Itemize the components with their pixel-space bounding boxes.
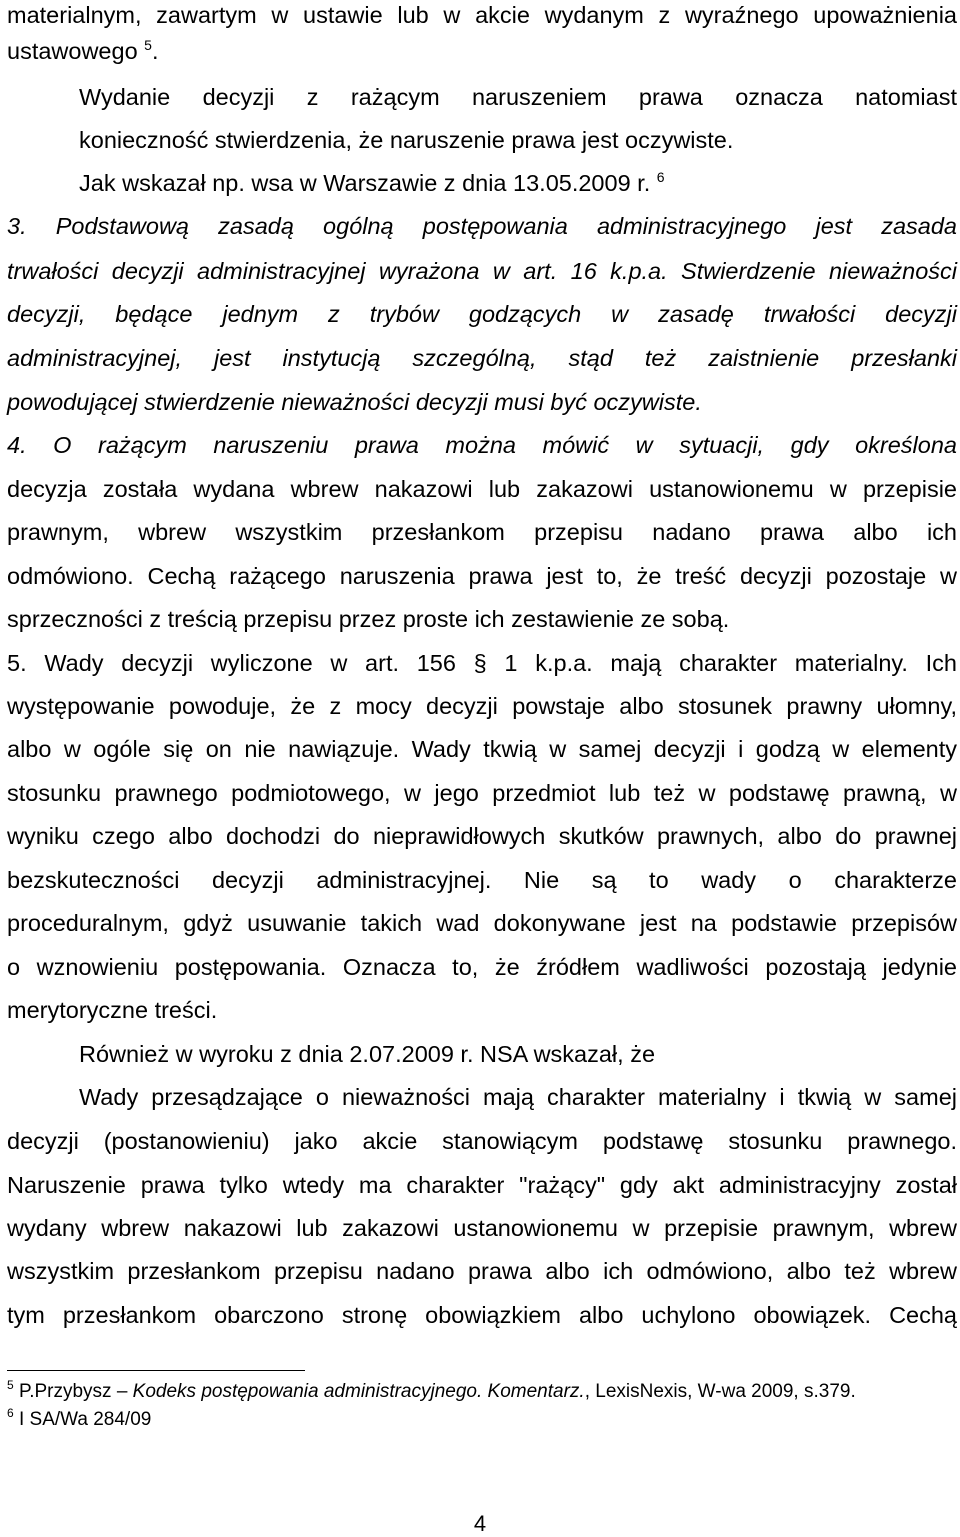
text-line bbox=[7, 430, 957, 460]
text-line bbox=[7, 734, 957, 764]
text-segment: albo w ogóle się on nie nawiązuje. Wady tkwią w samej decyzji i godzą w elementy bbox=[7, 736, 957, 762]
text-line bbox=[7, 778, 957, 808]
text-segment: sprzeczności z treścią przepisu przez proste ich zestawienie ze sobą. bbox=[7, 606, 730, 632]
text-segment: Wady przesądzające o nieważności mają charakter materialny i tkwią w samej bbox=[79, 1084, 957, 1110]
text-line bbox=[7, 0, 957, 30]
text-line bbox=[7, 648, 957, 678]
text-segment: proceduralnym, gdyż usuwanie takich wad dokonywane jest na podstawie przepisów bbox=[7, 910, 957, 936]
text-segment: wyniku czego albo dochodzi do nieprawidłowych skutków prawnych, albo do prawnej bbox=[7, 823, 957, 849]
text-segment: o wznowieniu postępowania. Oznacza to, że źródłem wadliwości pozostają jedynie bbox=[7, 954, 957, 980]
footnote-number: 5 bbox=[7, 1378, 14, 1392]
text-line bbox=[7, 1213, 957, 1243]
text-line bbox=[7, 561, 957, 591]
text-line bbox=[7, 125, 957, 155]
text-segment: 3. Podstawową zasadą ogólną postępowania administracyjnego jest zasada bbox=[7, 213, 957, 239]
text-line bbox=[7, 691, 957, 721]
footnote-separator bbox=[7, 1370, 305, 1371]
text-line bbox=[7, 1082, 957, 1112]
text-segment: 5. Wady decyzji wyliczone w art. 156 § 1 k.p.a. mają charakter materialny. Ich bbox=[7, 650, 957, 676]
text-segment: decyzji, będące jednym z trybów godzących w zasadę trwałości decyzji bbox=[7, 301, 957, 327]
text-segment: Również w wyroku z dnia 2.07.2009 r. NSA wskazał, że bbox=[79, 1041, 656, 1067]
text-line bbox=[7, 1039, 957, 1069]
text-segment: stosunku prawnego podmiotowego, w jego przedmiot lub też w podstawę prawną, w bbox=[7, 780, 957, 806]
text-segment: Wydanie decyzji z rażącym naruszeniem prawa oznacza natomiast bbox=[79, 84, 957, 110]
text-segment: wszystkim przesłankom przepisu nadano prawa albo ich odmówiono, albo też wbrew bbox=[7, 1258, 957, 1284]
text-line bbox=[7, 256, 957, 286]
text-segment: P.Przybysz – bbox=[18, 1381, 133, 1402]
text-line bbox=[7, 995, 957, 1025]
text-line bbox=[7, 865, 957, 895]
text-line bbox=[7, 908, 957, 938]
footnote bbox=[7, 1380, 856, 1404]
footnote-ref: 5 bbox=[144, 37, 152, 53]
text-line bbox=[7, 517, 957, 547]
text-segment: Jak wskazał np. wsa w Warszawie z dnia 13.05.2009 r. bbox=[79, 170, 657, 196]
text-line bbox=[7, 1170, 957, 1200]
text-line bbox=[7, 474, 957, 504]
text-segment: decyzja została wydana wbrew nakazowi lub zakazowi ustanowionemu w przepisie bbox=[7, 476, 957, 502]
text-line bbox=[7, 821, 957, 851]
text-segment: administracyjnej, jest instytucją szczególną, stąd też zaistnienie przesłanki bbox=[7, 345, 957, 371]
text-segment: Kodeks postępowania administracyjnego. Komentarz. bbox=[132, 1381, 585, 1402]
text-segment: 4. O rażącym naruszeniu prawa można mówić w sytuacji, gdy określona bbox=[7, 432, 957, 458]
text-segment: występowanie powoduje, że z mocy decyzji powstaje albo stosunek prawny ułomny, bbox=[7, 693, 957, 719]
footnote-number: 6 bbox=[7, 1406, 14, 1420]
text-segment: merytoryczne treści. bbox=[7, 997, 218, 1023]
text-segment: odmówiono. Cechą rażącego naruszenia prawa jest to, że treść decyzji pozostaje w bbox=[7, 563, 957, 589]
footnote-ref: 6 bbox=[656, 169, 665, 185]
text-segment: prawnym, wbrew wszystkim przesłankom przepisu nadano prawa albo ich bbox=[7, 519, 957, 545]
text-segment: bezskuteczności decyzji administracyjnej. Nie są to wady o charakterze bbox=[7, 867, 957, 893]
page-number: 4 bbox=[473, 1511, 487, 1536]
text-line bbox=[7, 343, 957, 373]
text-line bbox=[7, 211, 957, 241]
text-line bbox=[7, 1126, 957, 1156]
text-segment: . bbox=[151, 38, 159, 64]
text-line bbox=[7, 387, 957, 417]
text-segment: konieczność stwierdzenia, że naruszenie prawa jest oczywiste. bbox=[79, 127, 734, 153]
text-line bbox=[7, 82, 957, 112]
text-line bbox=[7, 168, 957, 198]
text-line bbox=[7, 36, 957, 66]
text-segment: ustawowego bbox=[7, 38, 145, 64]
text-segment: Naruszenie prawa tylko wtedy ma charakter "rażący" gdy akt administracyjny został bbox=[7, 1172, 957, 1198]
text-line bbox=[7, 952, 957, 982]
text-segment: wydany wbrew nakazowi lub zakazowi ustanowionemu w przepisie prawnym, wbrew bbox=[7, 1215, 957, 1241]
text-line bbox=[7, 1256, 957, 1286]
text-line bbox=[7, 299, 957, 329]
text-segment: tym przesłankom obarczono stronę obowiązkiem albo uchylono obowiązek. Cechą bbox=[7, 1302, 957, 1328]
text-segment: materialnym, zawartym w ustawie lub w akcie wydanym z wyraźnego upoważnienia bbox=[7, 2, 957, 28]
text-segment: decyzji (postanowieniu) jako akcie stanowiącym podstawę stosunku prawnego. bbox=[7, 1128, 957, 1154]
footnote bbox=[7, 1408, 151, 1432]
text-line bbox=[7, 604, 957, 634]
text-segment: , LexisNexis, W-wa 2009, s.379. bbox=[584, 1381, 856, 1402]
text-segment: powodującej stwierdzenie nieważności decyzji musi być oczywiste. bbox=[7, 389, 702, 415]
text-segment: trwałości decyzji administracyjnej wyrażona w art. 16 k.p.a. Stwierdzenie nieważności bbox=[7, 258, 957, 284]
text-segment: I SA/Wa 284/09 bbox=[18, 1409, 152, 1430]
text-line bbox=[7, 1300, 957, 1330]
